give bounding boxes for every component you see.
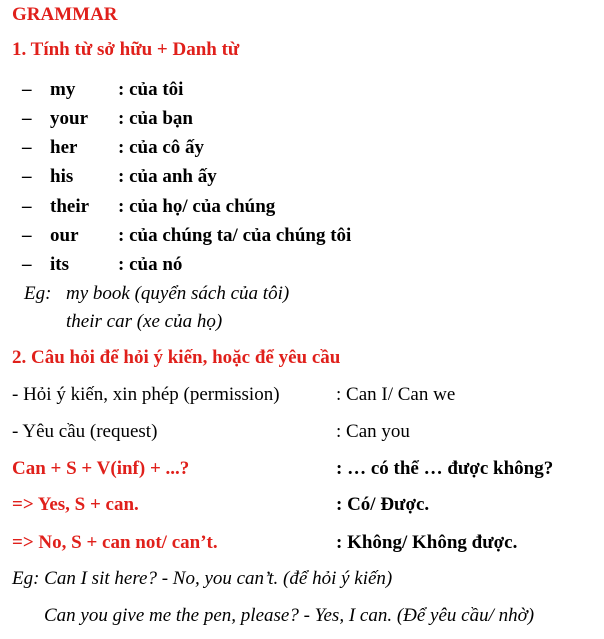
pronoun: its (50, 254, 69, 275)
meaning: : của họ/ của chúng (118, 196, 276, 217)
dash: – (22, 225, 32, 246)
section-1-heading: 1. Tính từ sở hữu + Danh từ (12, 39, 240, 60)
pronoun: your (50, 108, 88, 129)
meaning: : của nó (118, 254, 183, 275)
pronoun: her (50, 137, 78, 158)
pronoun: my (50, 79, 76, 100)
row-label: - Hỏi ý kiến, xin phép (permission) (12, 384, 280, 405)
row-value: : Can I/ Can we (336, 384, 456, 405)
meaning: : của anh ấy (118, 166, 217, 187)
example-line: Can you give me the pen, please? - Yes, I can. (Để yêu cầu/ nhờ) (44, 605, 535, 626)
dash: – (22, 79, 32, 100)
structure-yes: => Yes, S + can. (12, 494, 139, 515)
page-title: GRAMMAR (12, 4, 118, 25)
example-line: Eg: Can I sit here? - No, you can’t. (để hỏi ý kiến) (12, 568, 393, 589)
example-line: my book (quyển sách của tôi) (66, 283, 290, 304)
meaning: : của tôi (118, 79, 184, 100)
dash: – (22, 166, 32, 187)
row-value: : … có thể … được không? (336, 458, 554, 479)
example-label: Eg: (24, 283, 52, 304)
pronoun: his (50, 166, 74, 187)
dash: – (22, 137, 32, 158)
meaning: : của chúng ta/ của chúng tôi (118, 225, 352, 246)
pronoun: our (50, 225, 79, 246)
dash: – (22, 196, 32, 217)
dash: – (22, 108, 32, 129)
meaning: : của cô ấy (118, 137, 205, 158)
pronoun: their (50, 196, 90, 217)
row-label: - Yêu cầu (request) (12, 421, 158, 442)
meaning: : của bạn (118, 108, 193, 129)
row-value: : Can you (336, 421, 410, 442)
structure-no: => No, S + can not/ can’t. (12, 532, 218, 553)
row-value: : Không/ Không được. (336, 532, 518, 553)
row-value: : Có/ Được. (336, 494, 430, 515)
structure-formula: Can + S + V(inf) + ...? (12, 458, 190, 479)
dash: – (22, 254, 32, 275)
example-line: their car (xe của họ) (66, 311, 223, 332)
section-2-heading: 2. Câu hỏi để hỏi ý kiến, hoặc để yêu cầu (12, 347, 341, 368)
